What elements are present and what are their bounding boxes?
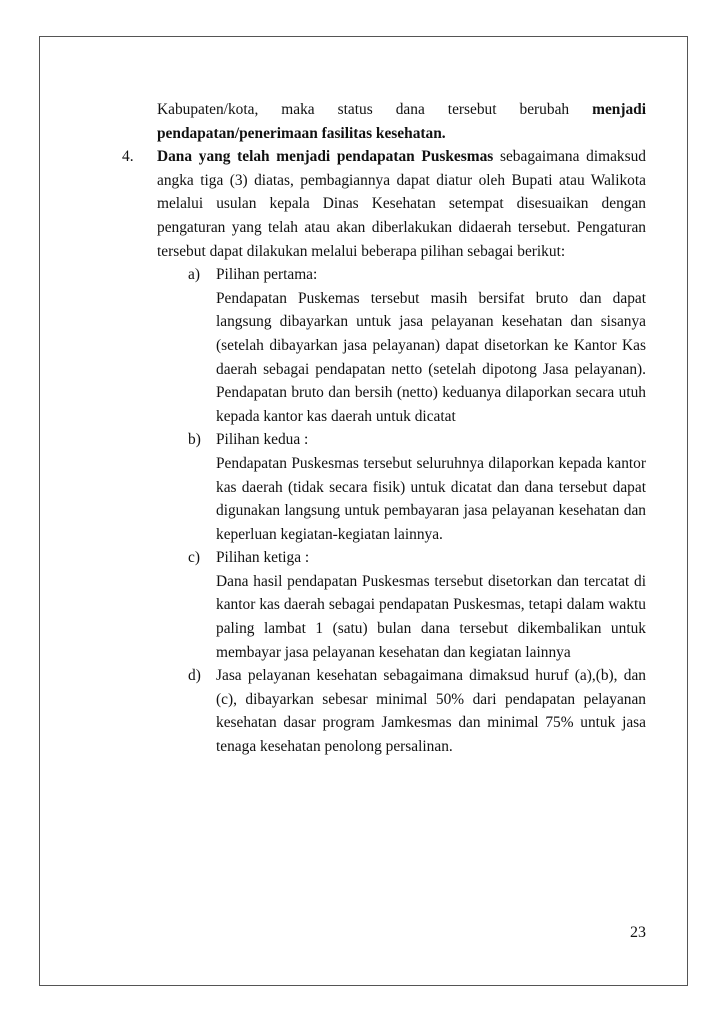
option-title: Pilihan pertama: bbox=[216, 266, 318, 284]
option-label: c) bbox=[188, 549, 200, 567]
page-number: 23 bbox=[630, 924, 646, 941]
option-label: a) bbox=[188, 266, 200, 284]
page-content bbox=[120, 98, 646, 759]
list-item-4 bbox=[120, 145, 646, 263]
item-4-bold: Dana yang telah menjadi pendapatan Puskesmas bbox=[157, 148, 494, 166]
option-text: Jasa pelayanan kesehatan sebagaimana dimaksud huruf (a),(b), dan (c), dibayarkan sebesar minimal 50% dari pendapatan pelayanan kesehatan dasar program Jamkesmas dan minimal 75% untuk jasa tenaga kesehatan penolong persalinan. bbox=[216, 667, 646, 756]
item-4-text: sebagaimana dimaksud angka tiga (3) diatas, pembagiannya dapat diatur oleh Bupati atau Walikota melalui usulan kepala Dinas Kesehatan setempat disesuaikan dengan pengaturan yang telah atau akan diberlakukan didaerah tersebut. Pengaturan tersebut dapat dilakukan melalui beberapa pilihan sebagai berikut: bbox=[157, 148, 646, 260]
option-text: Pendapatan Puskemas tersebut masih bersifat bruto dan dapat langsung dibayarkan untuk jasa pelayanan kesehatan dan sisanya (setelah dibayarkan jasa pelayanan) dapat disetorkan ke Kantor Kas daerah sebagai pendapatan netto (setelah dipotong Jasa pelayanan). Pendapatan bruto dan bersih (netto) keduanya dilaporkan secara utuh kepada kantor kas daerah untuk dicatat bbox=[216, 289, 646, 425]
option-text: Pendapatan Puskesmas tersebut seluruhnya dilaporkan kepada kantor kas daerah (tidak secara fisik) untuk dicatat dan dana tersebut dapat digunakan langsung untuk pembayaran jasa pelayanan kesehatan dan keperluan kegiatan-kegiatan lainnya. bbox=[216, 454, 646, 543]
option-a bbox=[120, 263, 646, 428]
option-title: Pilihan ketiga : bbox=[216, 549, 310, 567]
option-label: d) bbox=[188, 667, 201, 685]
item-number: 4. bbox=[122, 148, 134, 166]
option-d bbox=[120, 664, 646, 758]
option-title: Pilihan kedua : bbox=[216, 431, 309, 449]
option-text: Dana hasil pendapatan Puskesmas tersebut disetorkan dan tercatat di kantor kas daerah sebagai pendapatan Puskesmas, tetapi dalam waktu paling lambat 1 (satu) bulan dana tersebut dikembalikan untuk membayar jasa pelayanan kesehatan dan kegiatan lainnya bbox=[216, 572, 646, 661]
continuation-bold: menjadi pendapatan/penerimaan fasilitas kesehatan. bbox=[157, 101, 646, 142]
continuation-text: Kabupaten/kota, maka status dana tersebut berubah bbox=[157, 101, 593, 118]
continuation-paragraph bbox=[120, 98, 646, 145]
option-c bbox=[120, 546, 646, 664]
option-b bbox=[120, 428, 646, 546]
option-label: b) bbox=[188, 431, 201, 449]
